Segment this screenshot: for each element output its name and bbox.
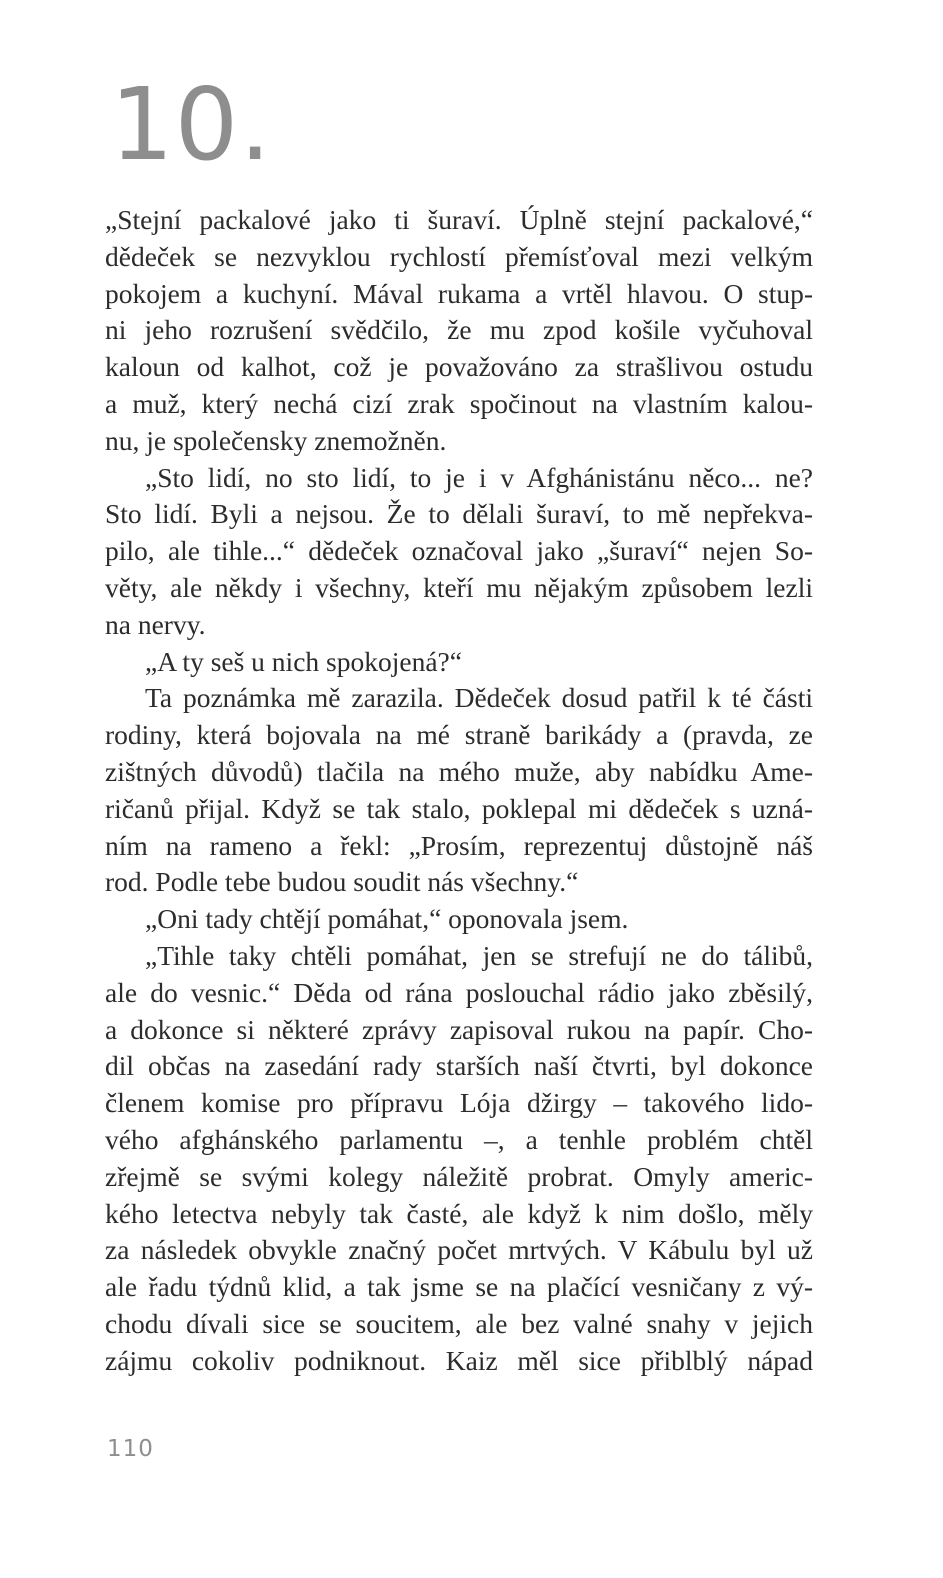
text-line: pilo, ale tihle...“ dědeček označoval jako „šuraví“ nejen So- <box>105 535 813 567</box>
text-line: dil občas na zasedání rady starších naší čtvrti, byl dokonce <box>105 1050 813 1082</box>
text-line: Sto lidí. Byli a nejsou. Že to dělali šuraví, to mě nepřekva- <box>105 498 813 530</box>
text-line: ale do vesnic.“ Děda od rána poslouchal rádio jako zběsilý, <box>105 976 813 1008</box>
text-line: rod. Podle tebe budou soudit nás všechny.“ <box>105 866 579 898</box>
text-line: „Oni tady chtějí pomáhat,“ oponovala jsem. <box>145 903 629 935</box>
text-line: pokojem a kuchyní. Mával rukama a vrtěl hlavou. O stup- <box>105 277 813 309</box>
text-line: chodu dívali sice se soucitem, ale bez valné snahy v jejich <box>105 1307 813 1339</box>
text-line: kaloun od kalhot, což je považováno za strašlivou ostudu <box>105 351 813 383</box>
text-line: dědeček se nezvyklou rychlostí přemísťoval mezi velkým <box>105 240 813 272</box>
text-line: na nervy. <box>105 608 206 640</box>
text-line: zřejmě se svými kolegy náležitě probrat. Omyly americ- <box>105 1160 813 1192</box>
text-line: Ta poznámka mě zarazila. Dědeček dosud patřil k té části <box>145 682 813 714</box>
text-line: ni jeho rozrušení svědčilo, že mu zpod košile vyčuhoval <box>105 314 813 346</box>
text-line: ale řadu týdnů klid, a tak jsme se na plačící vesničany z vý- <box>105 1271 813 1303</box>
text-line: zištných důvodů) tlačila na mého muže, aby nabídku Ame- <box>105 755 813 787</box>
text-line: vého afghánského parlamentu –, a tenhle problém chtěl <box>105 1123 813 1155</box>
text-line: „Sto lidí, no sto lidí, to je i v Afghánistánu něco... ne? <box>145 461 813 493</box>
text-line: a muž, který nechá cizí zrak spočinout na vlastním kalou- <box>105 387 813 419</box>
page-number: 110 <box>107 1436 154 1462</box>
text-line: rodiny, která bojovala na mé straně barikády a (pravda, ze <box>105 719 813 751</box>
text-line: ričanů přijal. Když se tak stalo, poklepal mi dědeček s uzná- <box>105 792 813 824</box>
text-line: zájmu cokoliv podniknout. Kaiz měl sice přiblblý nápad <box>105 1344 813 1376</box>
text-line: „Tihle taky chtěli pomáhat, jen se strefují ne do tálibů, <box>145 939 813 971</box>
text-line: a dokonce si některé zprávy zapisoval rukou na papír. Cho- <box>105 1013 813 1045</box>
text-line: členem komise pro přípravu Lója džirgy – takového lido- <box>105 1087 813 1119</box>
text-line: nu, je společensky znemožněn. <box>105 424 447 456</box>
text-line: věty, ale někdy i všechny, kteří mu nějakým způsobem lezli <box>105 571 813 603</box>
text-line: kého letectva nebyly tak časté, ale když k nim došlo, měly <box>105 1197 813 1229</box>
text-line: za následek obvykle značný počet mrtvých. V Kábulu byl už <box>105 1234 813 1266</box>
text-line: ním na rameno a řekl: „Prosím, reprezentuj důstojně náš <box>105 829 813 861</box>
text-line: „Stejní packalové jako ti šuraví. Úplně stejní packalové,“ <box>105 204 813 235</box>
body-text <box>105 202 813 1380</box>
chapter-number: 10. <box>110 66 273 183</box>
text-line: „A ty seš u nich spokojená?“ <box>145 645 462 677</box>
